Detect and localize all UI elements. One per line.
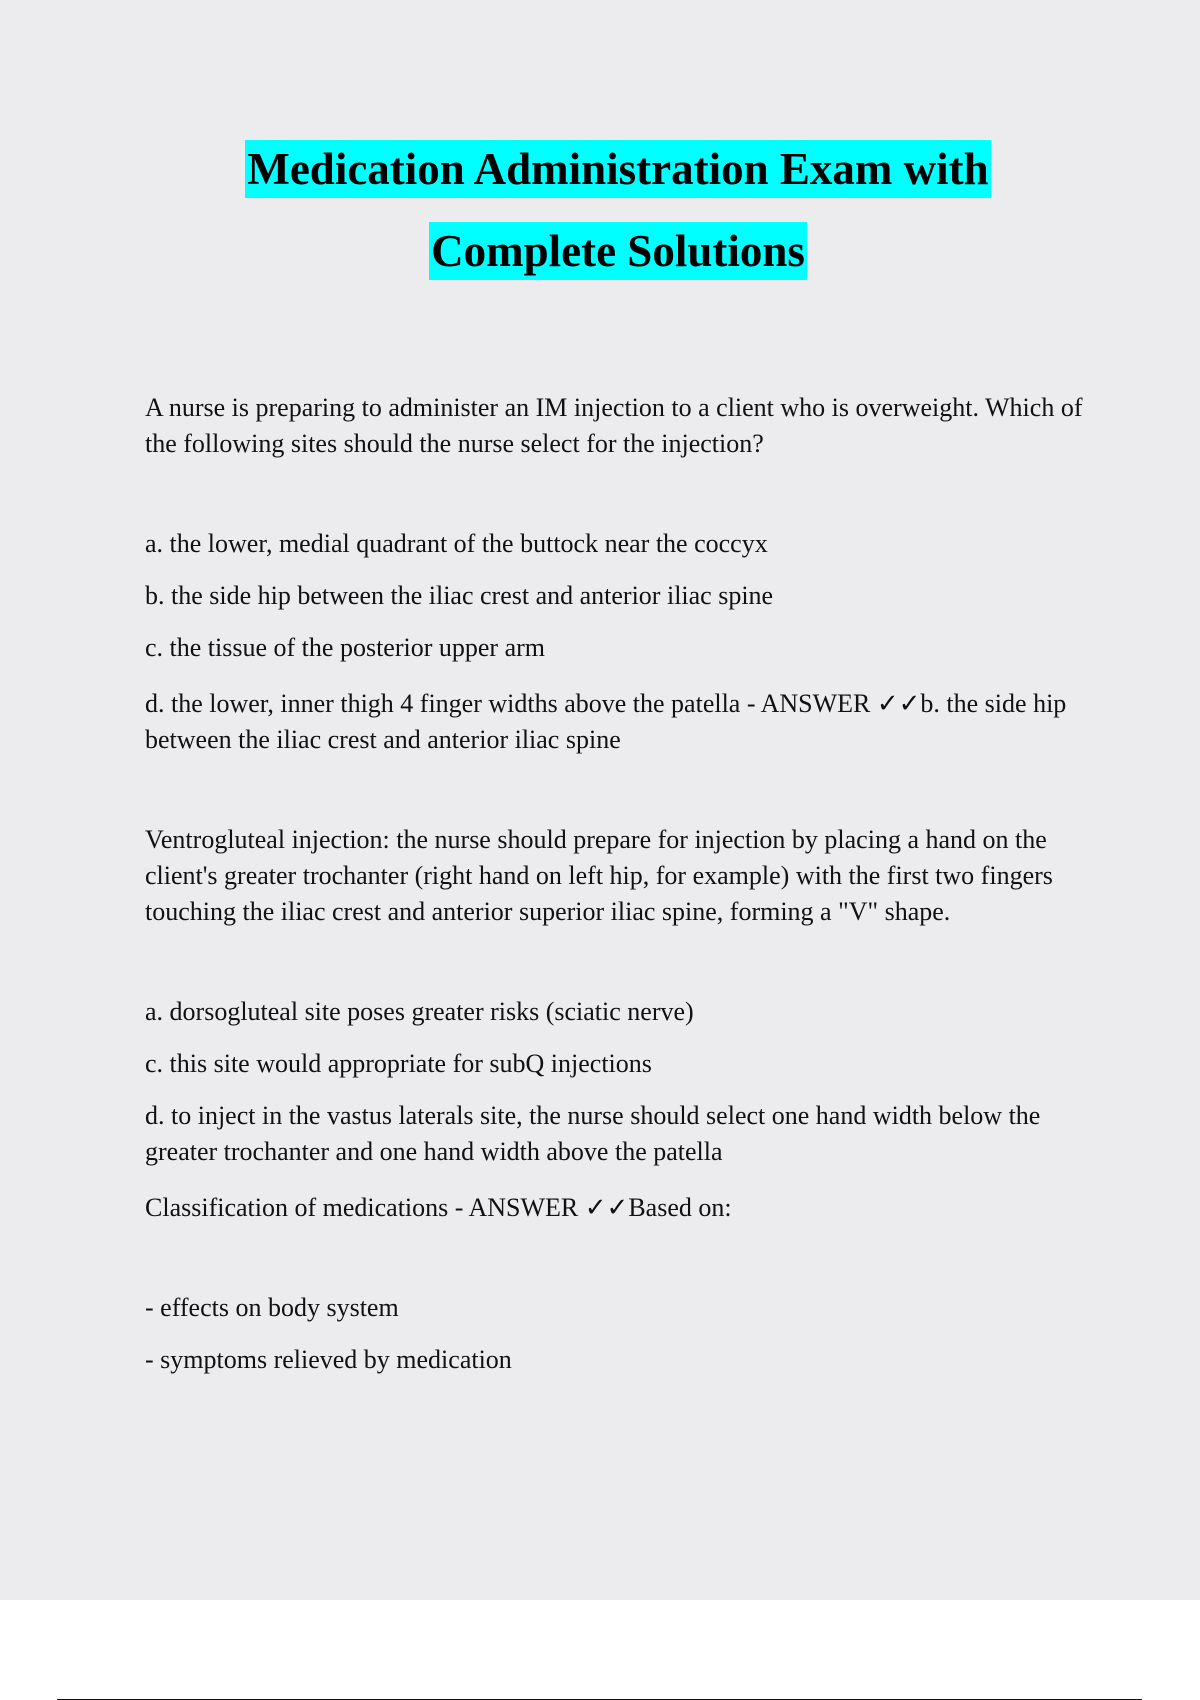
- explanation-text: Ventrogluteal injection: the nurse should prepare for injection by placing a hand on the client's greater trochanter (right hand on left hip, for example) with the first two fingers touching the iliac crest and anterior superior iliac spine, forming a "V" shape.: [145, 825, 1053, 926]
- title-line-2: Complete Solutions: [429, 222, 807, 280]
- question-text: A nurse is preparing to administer an IM injection to a client who is overweight. Which of the following sites should the nurse select for the injection?: [145, 393, 1083, 458]
- option-a: a. the lower, medial quadrant of the buttock near the coccyx: [145, 529, 768, 558]
- classification-item: - symptoms relieved by medication: [145, 1345, 512, 1374]
- rationale-c: c. this site would appropriate for subQ injections: [145, 1049, 652, 1078]
- classification-question: Classification of medications - ANSWER ✓✓Based on:: [145, 1193, 732, 1222]
- option-d-with-answer: d. the lower, inner thigh 4 finger widths above the patella - ANSWER ✓✓b. the side hip between the iliac crest and anterior iliac spine: [145, 689, 1067, 754]
- classification-item: - effects on body system: [145, 1293, 399, 1322]
- option-c: c. the tissue of the posterior upper arm: [145, 633, 545, 662]
- rationale-d: d. to inject in the vastus laterals site, the nurse should select one hand width below the greater trochanter and one hand width above the patella: [145, 1101, 1041, 1166]
- rationale-a: a. dorsogluteal site poses greater risks (sciatic nerve): [145, 997, 694, 1026]
- document-body: [145, 390, 1095, 1378]
- option-b: b. the side hip between the iliac crest and anterior iliac spine: [145, 581, 774, 610]
- title-line-1: Medication Administration Exam with: [245, 140, 990, 198]
- document-title: [0, 140, 1200, 280]
